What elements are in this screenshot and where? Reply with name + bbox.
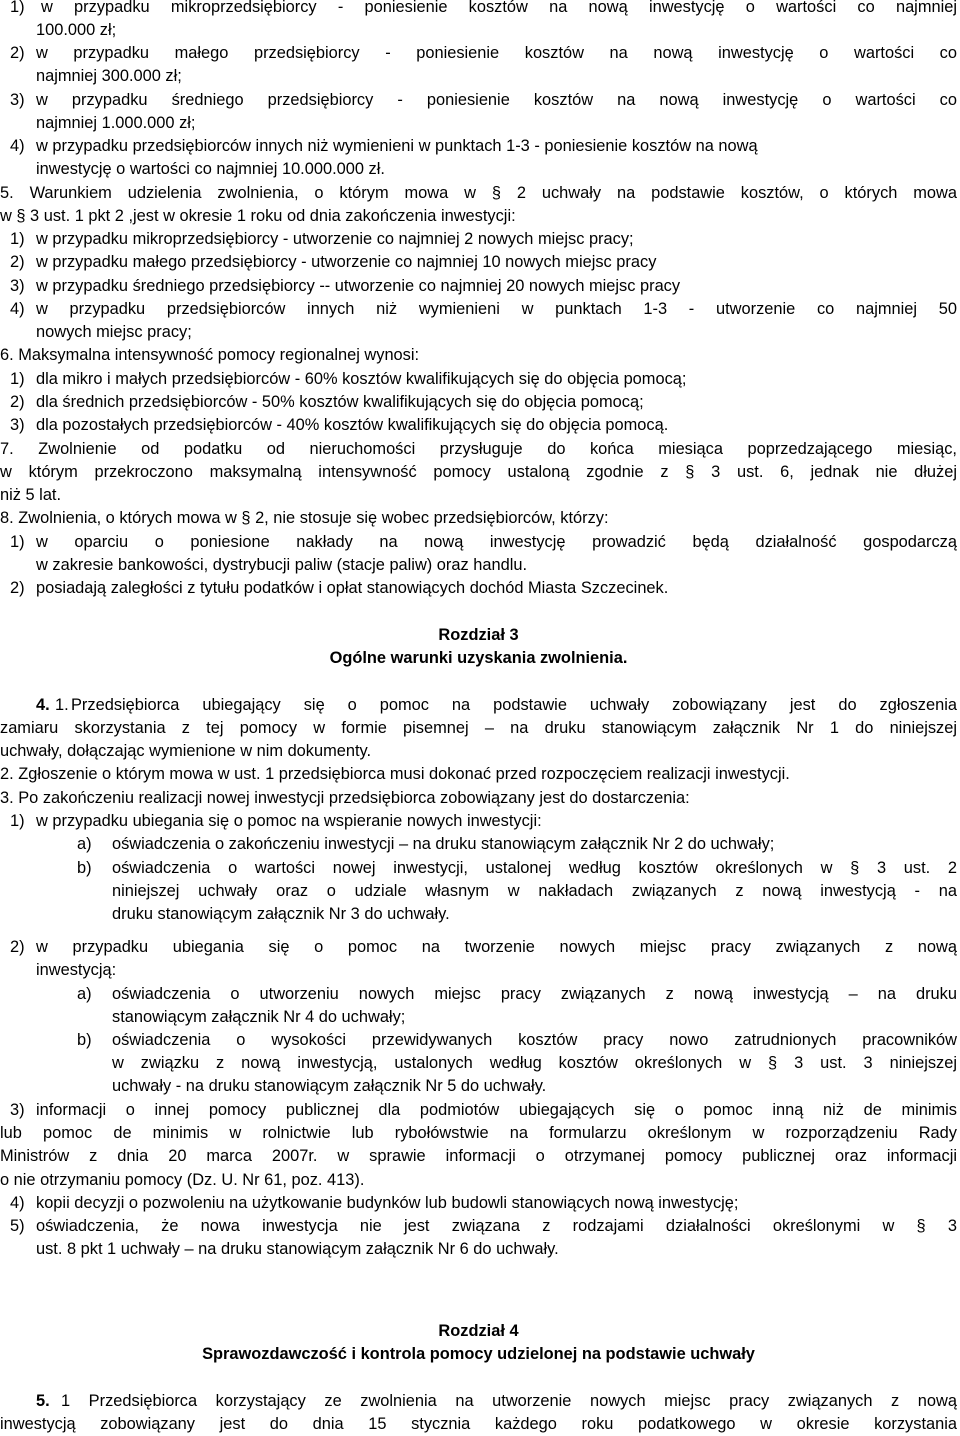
list-number: 1) [10, 812, 25, 830]
section-number: 5. [36, 1392, 50, 1410]
list-text: dla średnich przedsiębiorców - 50% kosztów kwalifikujących się do objęcia pomocą; [36, 393, 644, 411]
list-text-cont: 100.000 zł; [36, 21, 117, 39]
list-number: 2) [10, 579, 25, 597]
paragraph-text-cont: inwestycją zobowiązany jest do dnia 15 stycznia każdego roku podatkowego w okresie korzystania [0, 1415, 957, 1433]
paragraph-number: 1. [55, 696, 69, 714]
list-text: w przypadku mikroprzedsiębiorcy - utworzenie co najmniej 2 nowych miejsc pracy; [36, 230, 634, 248]
paragraph-6: 6. Maksymalna intensywność pomocy regionalnej wynosi: [0, 346, 420, 364]
paragraph-text-cont: zamiaru skorzystania z tej pomocy w formie pisemnej – na druku stanowiącym załącznik Nr 1 do niniejszej [0, 719, 957, 737]
list-text: w przypadku małego przedsiębiorcy - poniesienie kosztów na nową inwestycję o wartości co [36, 44, 957, 62]
paragraph-5-cont: w § 3 ust. 1 pkt 2 ,jest w okresie 1 roku od dnia zakończenia inwestycji: [0, 207, 516, 225]
list-text: dla pozostałych przedsiębiorców - 40% kosztów kwalifikujących się do objęcia pomocą. [36, 416, 669, 434]
sub-item-text-cont: uchwały - na druku stanowiącym załącznik Nr 5 do uchwały. [112, 1077, 547, 1095]
list-text: w przypadku mikroprzedsiębiorcy - poniesienie kosztów na nową inwestycję o wartości co najmniej [41, 0, 957, 16]
list-number: 4) [10, 1194, 25, 1212]
list-number: 2) [10, 44, 25, 62]
chapter-4-title: Rozdział 4 [438, 1322, 519, 1340]
list-text-cont: inwestycję o wartości co najmniej 10.000.000 zł. [36, 160, 385, 178]
list-number: 1) [10, 0, 25, 16]
paragraph-7-cont: niż 5 lat. [0, 486, 62, 504]
list-text-cont: o nie otrzymaniu pomocy (Dz. U. Nr 61, poz. 413). [0, 1171, 365, 1189]
list-number: 5) [10, 1217, 25, 1235]
list-number: 1) [10, 230, 25, 248]
paragraph-5: 5. Warunkiem udzielenia zwolnienia, o którym mowa w § 2 uchwały na podstawie kosztów, o których mowa [0, 184, 957, 202]
list-text: w przypadku ubiegania się o pomoc na wspieranie nowych inwestycji: [36, 812, 542, 830]
list-number: 1) [10, 533, 25, 551]
list-number: 3) [10, 91, 25, 109]
list-text-cont: nowych miejsc pracy; [36, 323, 192, 341]
list-number: 2) [10, 393, 25, 411]
paragraph-7-cont: w którym przekroczono maksymalną intensywność pomocy ustaloną zgodnie z § 3 ust. 6, jednak nie dłużej [0, 463, 957, 481]
section-number: 4. [36, 696, 50, 714]
list-text: posiadają zaległości z tytułu podatków i opłat stanowiących dochód Miasta Szczecinek. [36, 579, 669, 597]
list-text: w przypadku małego przedsiębiorcy - utworzenie co najmniej 10 nowych miejsc pracy [36, 253, 657, 271]
chapter-3-title: Rozdział 3 [438, 626, 519, 644]
list-text: w oparciu o poniesione nakłady na nową inwestycję prowadzić będą działalność gospodarczą [36, 533, 957, 551]
sub-item-text: oświadczenia o wysokości przewidywanych kosztów pracy nowo zatrudnionych pracowników [112, 1031, 957, 1049]
sub-item-letter: b) [77, 1031, 92, 1049]
list-text: dla mikro i małych przedsiębiorców - 60% kosztów kwalifikujących się do objęcia pomocą; [36, 370, 687, 388]
list-text: oświadczenia, że nowa inwestycja nie jest związana z rodzajami działalności określonymi w § 3 [36, 1217, 957, 1235]
paragraph-text-cont: uchwały, dołączając wymienione w nim dokumenty. [0, 742, 372, 760]
list-text: w przypadku ubiegania się o pomoc na tworzenie nowych miejsc pracy związanych z nową [36, 938, 957, 956]
list-number: 1) [10, 370, 25, 388]
list-text-cont: w zakresie bankowości, dystrybucji paliw (stacje paliw) oraz handlu. [36, 556, 528, 574]
list-text-cont: ust. 8 pkt 1 uchwały – na druku stanowiącym załącznik Nr 6 do uchwały. [36, 1240, 559, 1258]
list-text-cont: najmniej 1.000.000 zł; [36, 114, 196, 132]
list-text-cont: Ministrów z dnia 20 marca 2007r. w sprawie informacji o otrzymanej pomocy publicznej oraz informacji [0, 1147, 957, 1165]
list-text-cont: lub pomoc de minimis w rolnictwie lub rybołówstwie na formularzu określonym w rozporządzeniu Rady [0, 1124, 957, 1142]
sub-item-text-cont: druku stanowiącym załącznik Nr 3 do uchwały. [112, 905, 450, 923]
sub-item-letter: a) [77, 835, 92, 853]
list-number: 3) [10, 1101, 25, 1119]
sub-item-text-cont: niniejszej uchwały oraz o udziale własnym w nakładach związanych z nową inwestycją - na [112, 882, 957, 900]
paragraph-8: 8. Zwolnienia, o których mowa w § 2, nie stosuje się wobec przedsiębiorców, którzy: [0, 509, 609, 527]
list-text: w przypadku średniego przedsiębiorcy -- utworzenie co najmniej 20 nowych miejsc pracy [36, 277, 681, 295]
paragraph-4-2: 2. Zgłoszenie o którym mowa w ust. 1 przedsiębiorca musi dokonać przed rozpoczęciem realizacji inwestycji. [0, 765, 790, 783]
paragraph-text: Przedsiębiorca ubiegający się o pomoc na podstawie uchwały zobowiązany jest do zgłoszenia [71, 696, 957, 714]
sub-item-letter: b) [77, 859, 92, 877]
list-text: w przypadku przedsiębiorców innych niż wymienieni w punktach 1-3 - poniesienie kosztów na nową [36, 137, 758, 155]
sub-item-text: oświadczenia o wartości nowej inwestycji, ustalonej według kosztów określonych w § 3 ust. 2 [112, 859, 957, 877]
list-number: 3) [10, 277, 25, 295]
paragraph-7: 7. Zwolnienie od podatku od nieruchomości przysługuje do końca miesiąca poprzedzającego miesiąc, [0, 440, 957, 458]
list-text-cont: najmniej 300.000 zł; [36, 67, 182, 85]
sub-item-text: oświadczenia o utworzeniu nowych miejsc pracy związanych z nową inwestycją – na druku [112, 985, 957, 1003]
list-text-cont: inwestycją: [36, 961, 117, 979]
list-text: w przypadku średniego przedsiębiorcy - poniesienie kosztów na nową inwestycję o wartości co [36, 91, 957, 109]
sub-item-text-cont: w związku z nową inwestycją, ustalonych według kosztów określonych w § 3 ust. 3 niniejszej [112, 1054, 957, 1072]
list-number: 3) [10, 416, 25, 434]
sub-item-text: oświadczenia o zakończeniu inwestycji – na druku stanowiącym załącznik Nr 2 do uchwały; [112, 835, 775, 853]
paragraph-text: 1 Przedsiębiorca korzystający ze zwolnienia na utworzenie nowych miejsc pracy związanych z nową [61, 1392, 957, 1410]
list-number: 2) [10, 253, 25, 271]
sub-item-text-cont: stanowiącym załącznik Nr 4 do uchwały; [112, 1008, 406, 1026]
list-number: 2) [10, 938, 25, 956]
paragraph-4-3: 3. Po zakończeniu realizacji nowej inwestycji przedsiębiorca zobowiązany jest do dostarczenia: [0, 789, 690, 807]
list-text: w przypadku przedsiębiorców innych niż wymienieni w punktach 1-3 - utworzenie co najmniej 50 [36, 300, 957, 318]
list-number: 4) [10, 300, 25, 318]
list-text: kopii decyzji o pozwoleniu na użytkowanie budynków lub budowli stanowiących nową inwestycję; [36, 1194, 739, 1212]
chapter-3-subtitle: Ogólne warunki uzyskania zwolnienia. [329, 649, 628, 667]
chapter-4-subtitle: Sprawozdawczość i kontrola pomocy udzielonej na podstawie uchwały [202, 1345, 755, 1363]
list-number: 4) [10, 137, 25, 155]
sub-item-letter: a) [77, 985, 92, 1003]
list-text: informacji o innej pomocy publicznej dla podmiotów ubiegających się o pomoc inną niż de minimis [36, 1101, 957, 1119]
